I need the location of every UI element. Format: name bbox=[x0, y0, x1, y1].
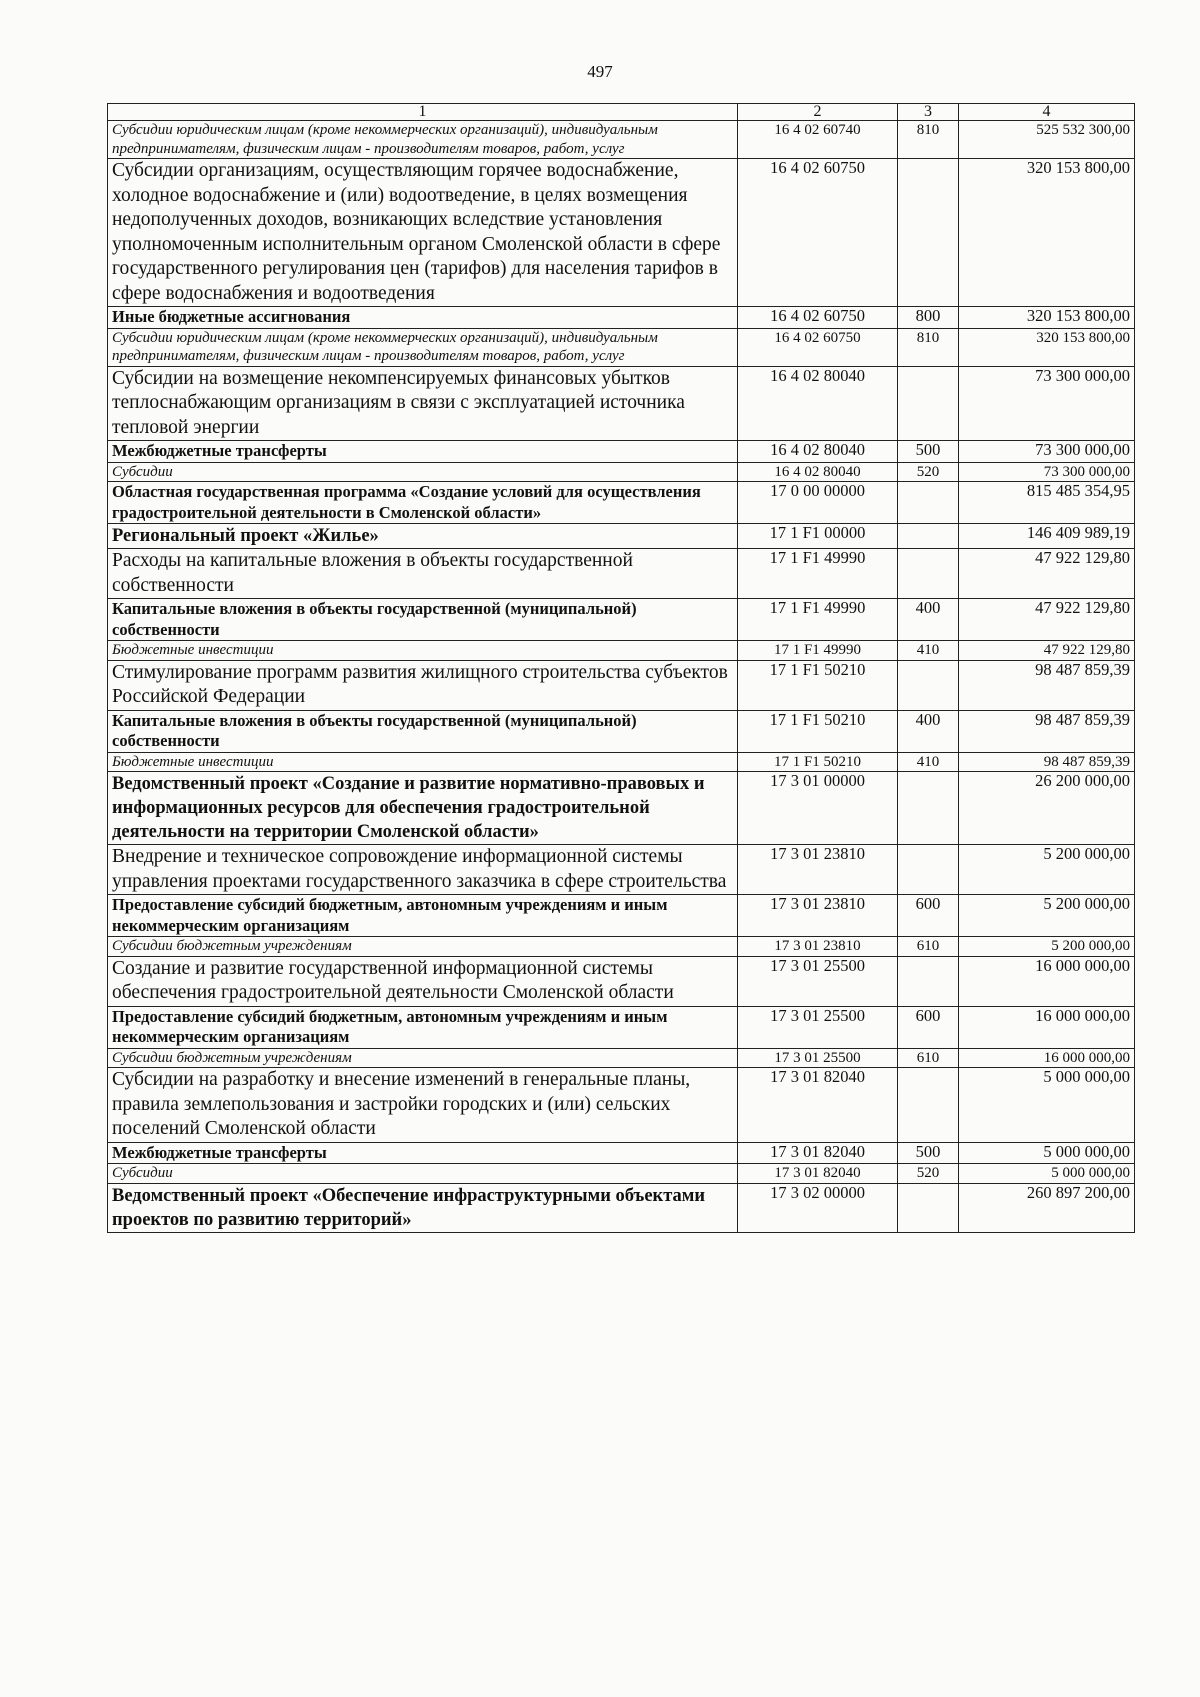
table-row bbox=[108, 366, 1135, 441]
row-amount-cell: 16 000 000,00 bbox=[959, 956, 1135, 1006]
row-code-cell: 17 1 F1 00000 bbox=[738, 524, 898, 549]
row-code-cell: 16 4 02 80040 bbox=[738, 366, 898, 441]
table-row bbox=[108, 1068, 1135, 1143]
row-code-cell: 16 4 02 60750 bbox=[738, 159, 898, 307]
column-header-code: 2 bbox=[738, 104, 898, 121]
row-code-cell: 17 1 F1 49990 bbox=[738, 599, 898, 641]
table-row bbox=[108, 159, 1135, 307]
row-code-cell: 17 1 F1 50210 bbox=[738, 752, 898, 772]
row-name-cell: Субсидии бюджетным учреждениям bbox=[108, 937, 738, 957]
row-kvr-cell: 610 bbox=[898, 937, 959, 957]
row-kvr-cell: 500 bbox=[898, 1142, 959, 1164]
row-amount-cell: 98 487 859,39 bbox=[959, 752, 1135, 772]
row-name-cell: Субсидии на разработку и внесение изменений в генеральные планы, правила землепользования и застройки городских и (или) сельских поселений Смоленской области bbox=[108, 1068, 738, 1143]
row-kvr-cell bbox=[898, 660, 959, 710]
row-name-cell: Субсидии на возмещение некомпенсируемых финансовых убытков теплоснабжающим организациям в связи с эксплуатацией источника тепловой энергии bbox=[108, 366, 738, 441]
row-name-cell: Региональный проект «Жилье» bbox=[108, 524, 738, 549]
row-amount-cell: 5 200 000,00 bbox=[959, 895, 1135, 937]
row-name-cell: Областная государственная программа «Создание условий для осуществления градостроительной деятельности в Смоленской области» bbox=[108, 482, 738, 524]
row-kvr-cell bbox=[898, 845, 959, 895]
table-row bbox=[108, 462, 1135, 482]
table-row bbox=[108, 1164, 1135, 1184]
row-kvr-cell bbox=[898, 1183, 959, 1232]
row-name-cell: Бюджетные инвестиции bbox=[108, 752, 738, 772]
row-kvr-cell: 600 bbox=[898, 895, 959, 937]
table-row bbox=[108, 845, 1135, 895]
row-name-cell: Создание и развитие государственной информационной системы обеспечения градостроительной деятельности Смоленской области bbox=[108, 956, 738, 1006]
table-row bbox=[108, 524, 1135, 549]
column-header-amount: 4 bbox=[959, 104, 1135, 121]
row-name-cell: Предоставление субсидий бюджетным, автономным учреждениям и иным некоммерческим организациям bbox=[108, 895, 738, 937]
row-amount-cell: 73 300 000,00 bbox=[959, 441, 1135, 463]
row-kvr-cell bbox=[898, 1068, 959, 1143]
table-row bbox=[108, 660, 1135, 710]
table-row bbox=[108, 441, 1135, 463]
row-code-cell: 16 4 02 80040 bbox=[738, 462, 898, 482]
row-code-cell: 17 3 01 00000 bbox=[738, 772, 898, 845]
row-kvr-cell: 810 bbox=[898, 328, 959, 366]
row-amount-cell: 260 897 200,00 bbox=[959, 1183, 1135, 1232]
row-kvr-cell bbox=[898, 366, 959, 441]
table-row bbox=[108, 1183, 1135, 1232]
row-code-cell: 17 3 01 82040 bbox=[738, 1164, 898, 1184]
row-amount-cell: 320 153 800,00 bbox=[959, 159, 1135, 307]
page-number: 497 bbox=[587, 62, 613, 81]
row-kvr-cell: 520 bbox=[898, 1164, 959, 1184]
row-name-cell: Стимулирование программ развития жилищного строительства субъектов Российской Федерации bbox=[108, 660, 738, 710]
row-name-cell: Субсидии юридическим лицам (кроме некоммерческих организаций), индивидуальным предпринимателям, физическим лицам - производителям товаров, работ, услуг bbox=[108, 121, 738, 159]
row-kvr-cell: 800 bbox=[898, 307, 959, 329]
row-name-cell: Субсидии бюджетным учреждениям bbox=[108, 1048, 738, 1068]
row-kvr-cell bbox=[898, 482, 959, 524]
row-amount-cell: 16 000 000,00 bbox=[959, 1048, 1135, 1068]
row-amount-cell: 146 409 989,19 bbox=[959, 524, 1135, 549]
row-amount-cell: 5 200 000,00 bbox=[959, 845, 1135, 895]
row-kvr-cell: 520 bbox=[898, 462, 959, 482]
row-amount-cell: 16 000 000,00 bbox=[959, 1006, 1135, 1048]
table-row bbox=[108, 1006, 1135, 1048]
row-code-cell: 17 3 01 23810 bbox=[738, 937, 898, 957]
row-name-cell: Бюджетные инвестиции bbox=[108, 641, 738, 661]
row-code-cell: 17 1 F1 50210 bbox=[738, 660, 898, 710]
row-name-cell: Субсидии bbox=[108, 462, 738, 482]
row-kvr-cell: 410 bbox=[898, 752, 959, 772]
row-code-cell: 16 4 02 60750 bbox=[738, 307, 898, 329]
row-amount-cell: 47 922 129,80 bbox=[959, 641, 1135, 661]
row-amount-cell: 47 922 129,80 bbox=[959, 599, 1135, 641]
row-name-cell: Субсидии bbox=[108, 1164, 738, 1184]
table-row bbox=[108, 710, 1135, 752]
row-code-cell: 17 1 F1 49990 bbox=[738, 641, 898, 661]
row-amount-cell: 47 922 129,80 bbox=[959, 549, 1135, 599]
row-kvr-cell bbox=[898, 956, 959, 1006]
row-name-cell: Ведомственный проект «Создание и развитие нормативно-правовых и информационных ресурсов для обеспечения градостроительной деятельности на территории Смоленской области» bbox=[108, 772, 738, 845]
row-amount-cell: 73 300 000,00 bbox=[959, 366, 1135, 441]
row-name-cell: Межбюджетные трансферты bbox=[108, 1142, 738, 1164]
row-name-cell: Субсидии организациям, осуществляющим горячее водоснабжение, холодное водоснабжение и (или) водоотведение, в целях возмещения недополученных доходов, возникающих вследствие установления уполномоченным исполнительным органом Смоленской области в сфере государственного регулирования цен (тарифов) для населения тарифов в сфере водоснабжения и водоотведения bbox=[108, 159, 738, 307]
row-code-cell: 16 4 02 60750 bbox=[738, 328, 898, 366]
budget-table bbox=[107, 103, 1135, 1233]
row-kvr-cell bbox=[898, 549, 959, 599]
row-name-cell: Внедрение и техническое сопровождение информационной системы управления проектами государственного заказчика в сфере строительства bbox=[108, 845, 738, 895]
row-name-cell: Предоставление субсидий бюджетным, автономным учреждениям и иным некоммерческим организациям bbox=[108, 1006, 738, 1048]
row-amount-cell: 26 200 000,00 bbox=[959, 772, 1135, 845]
table-row bbox=[108, 956, 1135, 1006]
row-amount-cell: 5 000 000,00 bbox=[959, 1142, 1135, 1164]
table-row bbox=[108, 1142, 1135, 1164]
column-header-name: 1 bbox=[108, 104, 738, 121]
row-code-cell: 17 3 01 25500 bbox=[738, 1006, 898, 1048]
column-number-header-row bbox=[108, 104, 1135, 121]
row-kvr-cell: 610 bbox=[898, 1048, 959, 1068]
row-kvr-cell: 400 bbox=[898, 599, 959, 641]
row-amount-cell: 73 300 000,00 bbox=[959, 462, 1135, 482]
row-name-cell: Иные бюджетные ассигнования bbox=[108, 307, 738, 329]
table-row bbox=[108, 482, 1135, 524]
row-amount-cell: 320 153 800,00 bbox=[959, 307, 1135, 329]
row-name-cell: Ведомственный проект «Обеспечение инфраструктурными объектами проектов по развитию территорий» bbox=[108, 1183, 738, 1232]
row-code-cell: 16 4 02 80040 bbox=[738, 441, 898, 463]
row-code-cell: 17 3 01 25500 bbox=[738, 1048, 898, 1068]
row-amount-cell: 5 200 000,00 bbox=[959, 937, 1135, 957]
table-row bbox=[108, 752, 1135, 772]
budget-table-body bbox=[108, 104, 1135, 1233]
row-name-cell: Расходы на капитальные вложения в объекты государственной собственности bbox=[108, 549, 738, 599]
table-row bbox=[108, 937, 1135, 957]
row-code-cell: 17 3 01 23810 bbox=[738, 895, 898, 937]
row-name-cell: Субсидии юридическим лицам (кроме некоммерческих организаций), индивидуальным предпринимателям, физическим лицам - производителям товаров, работ, услуг bbox=[108, 328, 738, 366]
row-code-cell: 17 3 01 82040 bbox=[738, 1068, 898, 1143]
row-code-cell: 17 3 01 23810 bbox=[738, 845, 898, 895]
row-kvr-cell bbox=[898, 159, 959, 307]
row-amount-cell: 98 487 859,39 bbox=[959, 710, 1135, 752]
row-kvr-cell: 400 bbox=[898, 710, 959, 752]
table-row bbox=[108, 549, 1135, 599]
row-amount-cell: 5 000 000,00 bbox=[959, 1164, 1135, 1184]
table-row bbox=[108, 599, 1135, 641]
table-row bbox=[108, 307, 1135, 329]
table-row bbox=[108, 772, 1135, 845]
row-code-cell: 17 0 00 00000 bbox=[738, 482, 898, 524]
row-amount-cell: 815 485 354,95 bbox=[959, 482, 1135, 524]
row-kvr-cell bbox=[898, 772, 959, 845]
row-kvr-cell bbox=[898, 524, 959, 549]
row-kvr-cell: 810 bbox=[898, 121, 959, 159]
row-amount-cell: 525 532 300,00 bbox=[959, 121, 1135, 159]
table-row bbox=[108, 328, 1135, 366]
row-code-cell: 17 3 01 25500 bbox=[738, 956, 898, 1006]
table-row bbox=[108, 641, 1135, 661]
row-name-cell: Капитальные вложения в объекты государственной (муниципальной) собственности bbox=[108, 599, 738, 641]
column-header-kvr: 3 bbox=[898, 104, 959, 121]
row-kvr-cell: 410 bbox=[898, 641, 959, 661]
row-amount-cell: 5 000 000,00 bbox=[959, 1068, 1135, 1143]
row-code-cell: 16 4 02 60740 bbox=[738, 121, 898, 159]
row-amount-cell: 98 487 859,39 bbox=[959, 660, 1135, 710]
table-row bbox=[108, 895, 1135, 937]
row-code-cell: 17 3 02 00000 bbox=[738, 1183, 898, 1232]
row-name-cell: Межбюджетные трансферты bbox=[108, 441, 738, 463]
row-code-cell: 17 3 01 82040 bbox=[738, 1142, 898, 1164]
row-amount-cell: 320 153 800,00 bbox=[959, 328, 1135, 366]
row-name-cell: Капитальные вложения в объекты государственной (муниципальной) собственности bbox=[108, 710, 738, 752]
table-row bbox=[108, 1048, 1135, 1068]
row-kvr-cell: 500 bbox=[898, 441, 959, 463]
row-kvr-cell: 600 bbox=[898, 1006, 959, 1048]
table-row bbox=[108, 121, 1135, 159]
row-code-cell: 17 1 F1 49990 bbox=[738, 549, 898, 599]
row-code-cell: 17 1 F1 50210 bbox=[738, 710, 898, 752]
